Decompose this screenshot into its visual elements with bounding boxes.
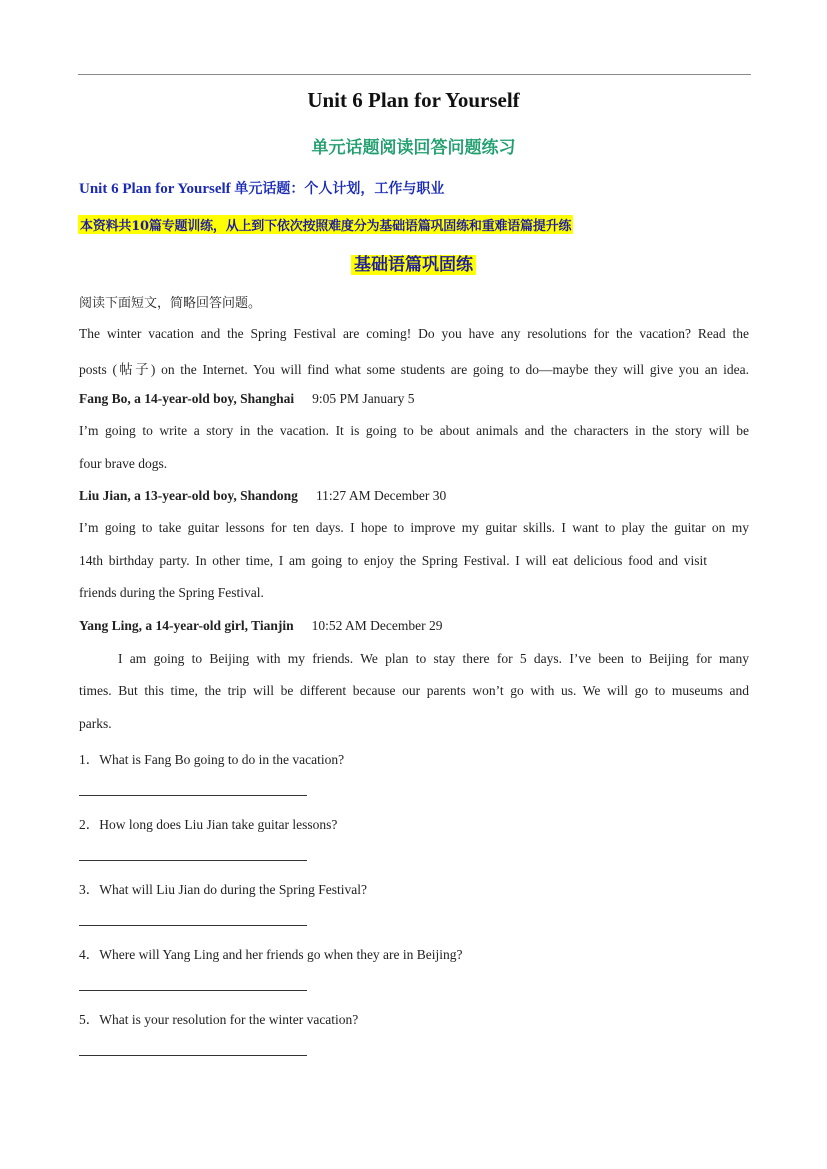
- section-heading: [0, 250, 827, 275]
- post-header: [79, 391, 415, 407]
- answer-line[interactable]: [79, 860, 307, 861]
- post-body-line: 14th birthday party. In other time, I am going to enjoy the Spring Festival. I will eat delicious food and visit: [79, 553, 707, 568]
- passage-intro-line: The winter vacation and the Spring Festival are coming! Do you have any resolutions for the vacation? Read the: [79, 326, 749, 341]
- post-body-line: times. But this time, the trip will be different because our parents won’t go with us. We will go to museums and: [79, 683, 749, 698]
- answer-line[interactable]: [79, 795, 307, 796]
- section-heading-label: 基础语篇巩固练: [351, 255, 476, 275]
- answer-line[interactable]: [79, 990, 307, 991]
- post-author: Yang Ling, a 14-year-old girl, Tianjin: [79, 618, 294, 633]
- post-header: [79, 488, 446, 504]
- page-subtitle: 单元话题阅读回答问题练习: [311, 138, 516, 158]
- post-body-line: four brave dogs.: [79, 456, 168, 471]
- question: 4．Where will Yang Ling and her friends go when they are in Beijing?: [79, 947, 463, 962]
- post-author: Liu Jian, a 13-year-old boy, Shandong: [79, 488, 298, 503]
- answer-line[interactable]: [79, 925, 307, 926]
- unit-topic-zh: 单元话题：个人计划，工作与职业: [234, 181, 445, 197]
- question: 5．What is your resolution for the winter vacation?: [79, 1012, 359, 1027]
- page-title: Unit 6 Plan for Yourself: [307, 88, 520, 112]
- unit-topic: [79, 178, 444, 198]
- post-author: Fang Bo, a 14-year-old boy, Shanghai: [79, 391, 295, 406]
- post-body-line: I’m going to take guitar lessons for ten days. I hope to improve my guitar skills. I want to play the guitar on my: [79, 520, 749, 535]
- question: 3．What will Liu Jian do during the Spring Festival?: [79, 882, 367, 897]
- question: 2．How long does Liu Jian take guitar lessons?: [79, 817, 338, 832]
- question: 1．What is Fang Bo going to do in the vacation?: [79, 752, 345, 767]
- reading-instruction: 阅读下面短文，简略回答问题。: [79, 296, 262, 311]
- post-header: [79, 618, 443, 634]
- post-body-line: parks.: [79, 716, 112, 731]
- post-time: 9:05 PM January 5: [312, 391, 415, 406]
- passage-intro-line: posts (帖子) on the Internet. You will find what some students are going to do—maybe they will give you an idea.: [79, 362, 749, 377]
- answer-line[interactable]: [79, 1055, 307, 1056]
- post-time: 10:52 AM December 29: [311, 618, 443, 633]
- material-intro: 本资料共10篇专题训练，从上到下依次按照难度分为基础语篇巩固练和重难语篇提升练: [78, 215, 573, 234]
- unit-topic-en: Unit 6 Plan for Yourself: [79, 181, 235, 197]
- post-body-line: I am going to Beijing with my friends. We plan to stay there for 5 days. I’ve been to Beijing for many: [118, 651, 749, 666]
- header-rule: [78, 74, 751, 75]
- post-body-line: I’m going to write a story in the vacation. It is going to be about animals and the characters in the story will be: [79, 423, 749, 438]
- post-time: 11:27 AM December 30: [315, 488, 447, 503]
- post-body-line: friends during the Spring Festival.: [79, 585, 264, 600]
